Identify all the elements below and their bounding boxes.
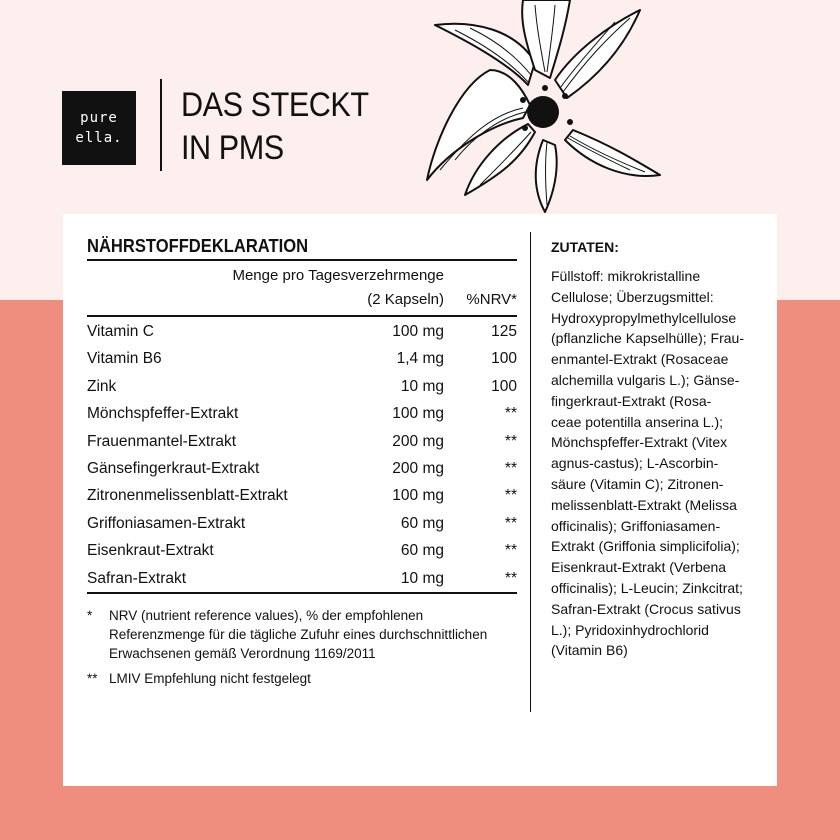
table-row	[87, 537, 517, 564]
table-row	[87, 373, 517, 400]
amount-subheader: (2 Kapseln)	[367, 291, 444, 308]
ingredients-line: fingerkraut-Extrakt (Rosa-	[551, 392, 712, 409]
nutrient-nrv: 100	[491, 377, 517, 395]
nutrient-name: Safran-Extrakt	[87, 569, 187, 587]
nutrient-name: Griffoniasamen-Extrakt	[87, 514, 246, 532]
logo-text-line2: ella.	[75, 130, 123, 146]
nutrient-amount: 100 mg	[392, 487, 444, 505]
header-divider	[160, 79, 162, 171]
nutrient-amount: 60 mg	[400, 514, 444, 532]
nutrition-rows	[87, 317, 517, 592]
ingredients-line: enmantel-Extrakt (Rosaceae	[551, 351, 729, 368]
nutrient-name: Mönchspfeffer-Extrakt	[87, 405, 239, 423]
logo-text-line1: pure	[80, 110, 118, 126]
amount-header: Menge pro Tagesverzehrmenge	[232, 267, 444, 284]
ingredients-line: Extrakt (Griffonia simplicifolia);	[551, 538, 740, 555]
ingredients-line: melissenblatt-Extrakt (Melissa	[551, 496, 737, 513]
nutrient-amount: 10 mg	[400, 569, 444, 587]
nutrient-nrv: **	[504, 487, 517, 505]
ingredients-panel	[551, 236, 765, 661]
column-divider	[530, 232, 531, 712]
flower-illustration-icon	[395, 0, 840, 215]
nutrient-nrv: **	[504, 432, 517, 450]
nutrient-name: Vitamin B6	[87, 350, 162, 368]
table-rule-bottom	[87, 592, 517, 594]
ingredients-line: Cellulose; Überzugsmittel:	[551, 288, 714, 305]
nutrient-amount: 60 mg	[400, 542, 444, 560]
nutrient-name: Eisenkraut-Extrakt	[87, 542, 214, 560]
brand-logo	[62, 91, 136, 165]
nutrient-name: Zitronenmelissenblatt-Extrakt	[87, 487, 288, 505]
ingredients-title: ZUTATEN:	[551, 239, 619, 255]
footnote-marker: **	[87, 670, 98, 686]
ingredients-line: (Vitamin B6)	[551, 642, 628, 659]
ingredients-line: officinalis); L-Leucin; Zinkcitrat;	[551, 579, 743, 596]
table-row	[87, 455, 517, 482]
table-row	[87, 318, 517, 345]
nutrient-amount: 100 mg	[392, 405, 444, 423]
nutrition-title: NÄHRSTOFFDEKLARATION	[87, 236, 309, 256]
ingredients-line: Eisenkraut-Extrakt (Verbena	[551, 559, 727, 576]
nutrient-name: Zink	[87, 377, 117, 395]
nutrient-amount: 200 mg	[392, 432, 444, 450]
table-row	[87, 482, 517, 509]
nutrient-name: Vitamin C	[87, 323, 154, 340]
footnote-text: LMIV Empfehlung nicht festgelegt	[109, 670, 311, 686]
nutrient-nrv: **	[504, 542, 517, 560]
ingredients-line: agnus-castus); L-Ascorbin-	[551, 455, 719, 472]
title-line1: DAS STECKT	[181, 86, 369, 124]
ingredients-line: ceae potentilla anserina L.);	[551, 413, 723, 430]
ingredients-line: L.); Pyridoxinhydrochlorid	[551, 621, 709, 638]
table-row	[87, 345, 517, 372]
footnote-marker: *	[87, 607, 93, 623]
nutrient-name: Gänsefingerkraut-Extrakt	[87, 459, 260, 477]
ingredients-line: Füllstoff: mikrokristalline	[551, 268, 701, 284]
footnote-text: NRV (nutrient reference values), % der empfohlenen Referenzmenge für die tägliche Zufuhr eines durchschnittlichen Erwachsenen gemäß Verordnung 1169/2011	[109, 607, 488, 661]
ingredients-line: Hydroxypropylmethylcellulose	[551, 309, 737, 326]
ingredients-line: (pflanzliche Kapselhülle); Frau-	[551, 330, 744, 347]
footnotes	[87, 606, 517, 688]
nutrient-nrv: 125	[491, 323, 517, 340]
nutrition-table	[87, 233, 517, 688]
nutrient-nrv: **	[504, 569, 517, 587]
footnote	[87, 669, 517, 688]
nutrient-nrv: **	[504, 459, 517, 477]
table-row	[87, 428, 517, 455]
table-row	[87, 565, 517, 592]
nutrient-nrv: 100	[491, 350, 517, 368]
table-row	[87, 400, 517, 427]
ingredients-text	[551, 266, 765, 661]
ingredients-line: officinalis); Griffoniasamen-	[551, 517, 721, 534]
nutrient-name: Frauenmantel-Extrakt	[87, 432, 237, 450]
nutrient-amount: 100 mg	[392, 323, 444, 340]
table-row	[87, 510, 517, 537]
ingredients-line: Safran-Extrakt (Crocus sativus	[551, 600, 741, 617]
ingredients-line: Mönchspfeffer-Extrakt (Vitex	[551, 434, 728, 451]
title-line2: IN PMS	[181, 129, 284, 167]
table-header	[87, 261, 517, 315]
ingredients-line: säure (Vitamin C); Zitronen-	[551, 475, 724, 492]
nutrient-nrv: **	[504, 514, 517, 532]
nutrient-amount: 1,4 mg	[396, 350, 444, 368]
ingredients-line: alchemilla vulgaris L.); Gänse-	[551, 371, 740, 388]
nutrient-amount: 10 mg	[400, 377, 444, 395]
nutrient-amount: 200 mg	[392, 459, 444, 477]
footnote	[87, 606, 517, 663]
page-title	[181, 84, 369, 170]
nrv-header: %NRV*	[466, 291, 517, 308]
nutrient-nrv: **	[504, 405, 517, 423]
